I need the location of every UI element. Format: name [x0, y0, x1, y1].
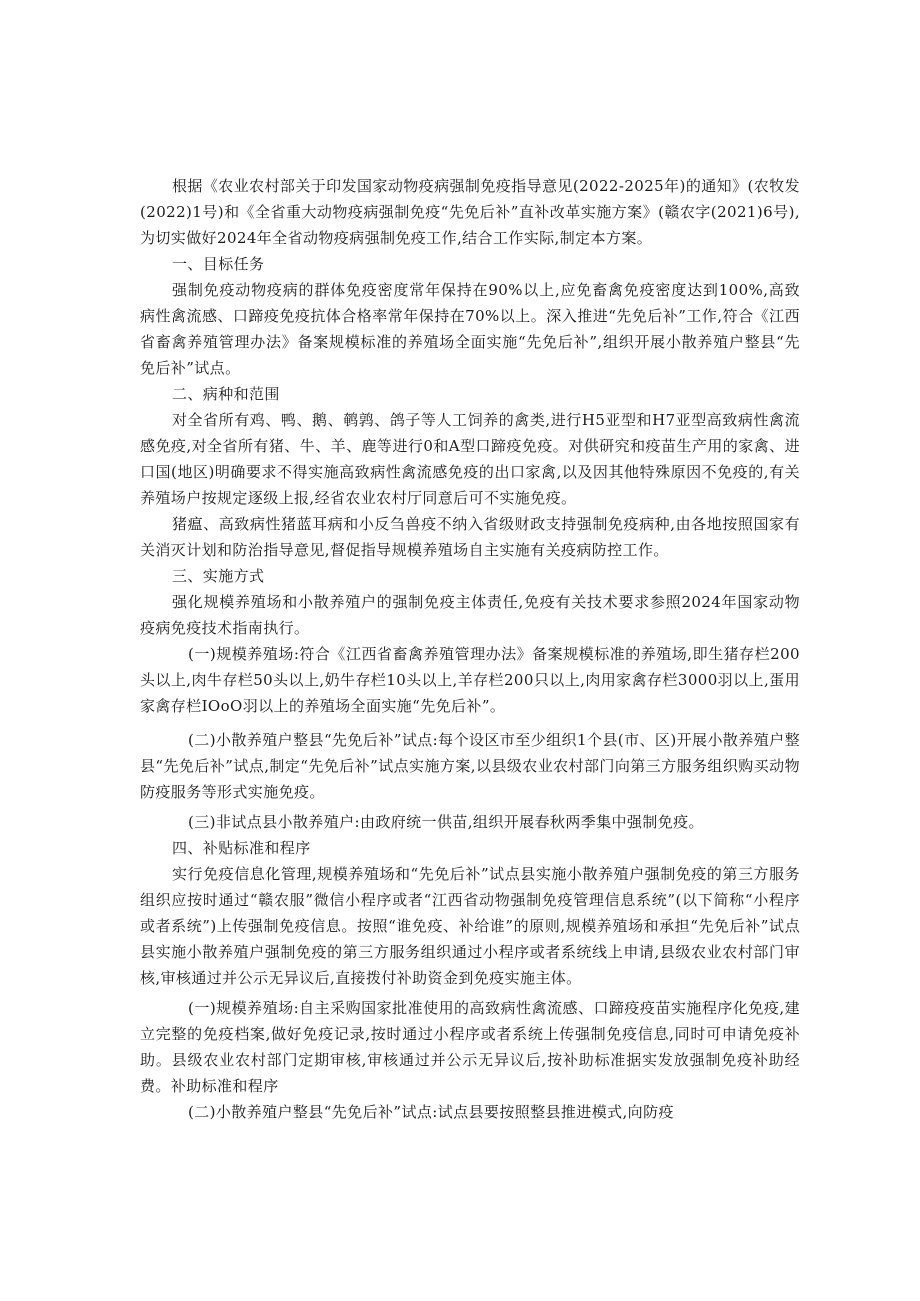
- section-heading-targets: 一、目标任务: [172, 255, 265, 273]
- section-heading-implementation: 三、实施方式: [172, 567, 265, 585]
- implementation-item-non-pilot: (三)非试点县小散养殖户:由政府统一供苗,组织开展春秋两季集中强制免疫。: [188, 813, 704, 831]
- intro-paragraph: 根据《农业农村部关于印发国家动物疫病强制免疫指导意见(2022-2025年)的通知》(农牧发(2022)1号)和《全省重大动物疫病强制免疫“先免后补”直补改革实施方案》(赣农字(2021)6号),为切实做好2024年全省动物疫病强制免疫工作,结合工作实际,制定本方案。: [140, 177, 800, 247]
- document-body: [140, 173, 800, 1125]
- subsidy-paragraph: 实行免疫信息化管理,规模养殖场和“先免后补”试点县实施小散养殖户强制免疫的第三方服务组织应按时通过“赣农服”微信小程序或者“江西省动物强制免疫管理信息系统”(以下简称“小程序或者系统”)上传强制免疫信息。按照“谁免疫、补给谁”的原则,规模养殖场和承担“先免后补”试点县实施小散养殖户强制免疫的第三方服务组织通过小程序或者系统线上申请,县级农业农村部门审核,审核通过并公示无异议后,直接拨付补助资金到免疫实施主体。: [140, 865, 800, 987]
- targets-paragraph: 强制免疫动物疫病的群体免疫密度常年保持在90%以上,应免畜禽免疫密度达到100%,高致病性禽流感、口蹄疫免疫抗体合格率常年保持在70%以上。深入推进“先免后补”工作,符合《江西省畜禽养殖管理办法》备案规模标准的养殖场全面实施“先免后补”,组织开展小散养殖户整县“先免后补”试点。: [140, 281, 800, 377]
- scope-paragraph: 对全省所有鸡、鸭、鹅、鹌鹑、鸽子等人工饲养的禽类,进行H5亚型和H7亚型高致病性禽流感免疫,对全省所有猪、牛、羊、鹿等进行0和A型口蹄疫免疫。对供研究和疫苗生产用的家禽、进口国(地区)明确要求不得实施高致病性禽流感免疫的出口家禽,以及因其他特殊原因不免疫的,有关养殖场户按规定逐级上报,经省农业农村厅同意后可不实施免疫。: [140, 411, 800, 507]
- subsidy-item-pilot-counties: (二)小散养殖户整县“先免后补”试点:试点县要按照整县推进模式,向防疫: [188, 1103, 674, 1121]
- implementation-item-pilot-counties: (二)小散养殖户整县“先免后补”试点:每个设区市至少组织1个县(市、区)开展小散养殖户整县“先免后补”试点,制定“先免后补”试点实施方案,以县级农业农村部门向第三方服务组织购买动物防疫服务等形式实施免疫。: [140, 731, 800, 801]
- section-heading-subsidy: 四、补贴标准和程序: [172, 839, 311, 857]
- implementation-paragraph: 强化规模养殖场和小散养殖户的强制免疫主体责任,免疫有关技术要求参照2024年国家动物疫病免疫技术指南执行。: [140, 593, 800, 637]
- subsidy-item-large-farms: (一)规模养殖场:自主采购国家批准使用的高致病性禽流感、口蹄疫疫苗实施程序化免疫,建立完整的免疫档案,做好免疫记录,按时通过小程序或者系统上传强制免疫信息,同时可申请免疫补助。县级农业农村部门定期审核,审核通过并公示无异议后,按补助标准据实发放强制免疫补助经费。补助标准和程序: [140, 999, 800, 1095]
- implementation-item-large-farms: (一)规模养殖场:符合《江西省畜禽养殖管理办法》备案规模标准的养殖场,即生猪存栏200头以上,肉牛存栏50头以上,奶牛存栏10头以上,羊存栏200只以上,肉用家禽存栏3000羽以上,蛋用家禽存栏IOoO羽以上的养殖场全面实施“先免后补”。: [140, 645, 800, 715]
- scope-exclusion-paragraph: 猪瘟、高致病性猪蓝耳病和小反刍兽疫不纳入省级财政支持强制免疫病种,由各地按照国家有关消灭计划和防治指导意见,督促指导规模养殖场自主实施有关疫病防控工作。: [140, 515, 800, 559]
- section-heading-scope: 二、病种和范围: [172, 385, 280, 403]
